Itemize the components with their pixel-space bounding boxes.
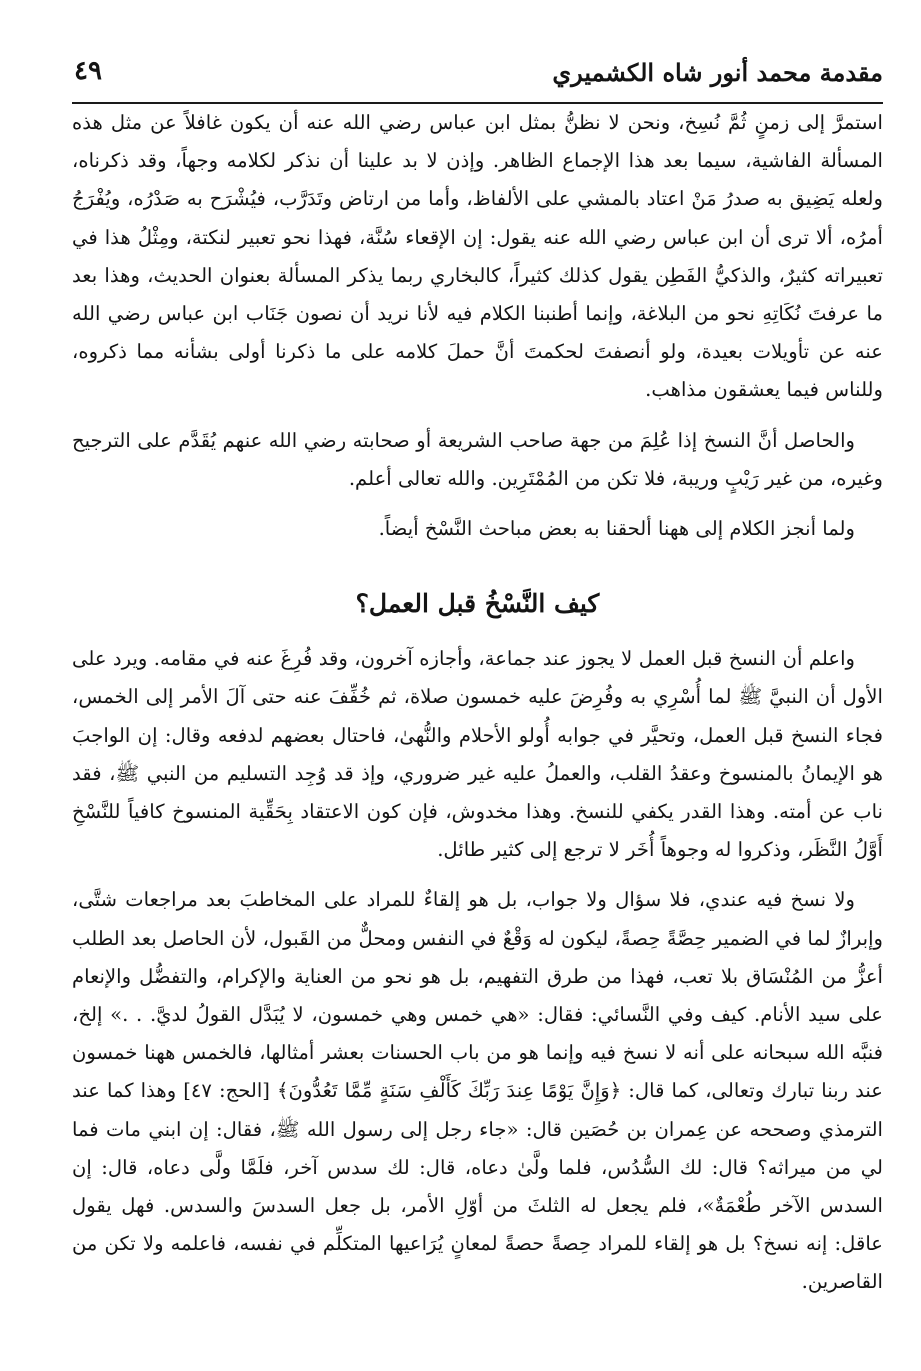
paragraph-continuation: استمرَّ إلى زمنٍ ثُمَّ نُسِخ، ونحن لا نظنُّ بمثل ابن عباس رضي الله عنه أن يكون غافلاً عن مثل هذه المسألة الفاشية، سيما بعد هذا الإجماع الظاهر. وإذن لا بد علينا أن نذكر لكلامه وجهاً، وقد ذكرناه، ولعله يَضِيق به صدرُ مَنْ اعتاد بالمشي على الألفاظ، وأما من ارتاض وتَدَرَّب، فيُشْرَح به صَدْرُه، ويُفْرَجُ أمرُه، ألا ترى أن ابن عباس رضي الله عنه يقول: إن الإقعاء سُنَّة، فهذا نحو تعبير لنكتة، ومِثْلُ هذا في تعبيراته كثيرٌ، والذكيُّ الفَطِن يقول كذلك كثيراً، كالبخاري ربما يذكر المسألة بعنوان الحديث، وهذا بعد ما عرفتَ نُكَاتِهِ نحو من البلاغة، وإنما أطنبنا الكلام فيه لأنا نريد أن نصون جَنَاب ابن عباس رضي الله عنه عن تأويلات بعيدة، ولو أنصفتَ لحكمتَ أنَّ حملَ كلامه على ما ذكرنا أولى بشأنه مما ذكروه، وللناس فيما يعشقون مذاهب. [72, 111, 883, 402]
page-number: ٤٩ [74, 56, 102, 86]
paragraph-conclusion: والحاصل أنَّ النسخ إذا عُلِمَ من جهة صاحب الشريعة أو صحابته رضي الله عنهم يُقَدَّم على الترجيح وغيره، من غير رَيْبٍ وريبة، فلا تكن من المُمْتَرِين. والله تعالى أعلم. [72, 428, 883, 490]
paragraph-section-1: واعلم أن النسخ قبل العمل لا يجوز عند جماعة، وأجازه آخرون، وقد فُرِغَ عنه في مقامه. ويرد على الأول أن النبيَّ ﷺ لما أُسْرِي به وفُرِضَ عليه خمسون صلاة، ثم خُفِّفَ عنه حتى آلَ الأمر إلى الخمس، فجاء النسخ قبل العمل، وتحيَّر في جوابه أُولو الأحلام والنُّهىٰ، فاحتال بعضهم لدفعه وقال: إن الواجبَ هو الإيمانُ بالمنسوخ وعقدُ القلب، والعملُ عليه غير ضروري، وإذ قد وُجِد التسليم من النبي ﷺ، فقد ناب عن أمته. وهذا القدر يكفي للنسخ. وهذا مخدوش، فإن كون الاعتقاد بِحَقِّية المنسوخ كافياً للنَّسْخِ أَوَّلُ النَّظَر، وذكروا له وجوهاً أُخَر لا ترجع إلى كثير طائل. [72, 647, 883, 862]
page-body [72, 104, 883, 1314]
section-heading: كيف النَّسْخُ قبل العمل؟ [355, 589, 600, 619]
running-title: مقدمة محمد أنور شاه الكشميري [552, 58, 883, 87]
paragraph-transition: ولما أنجز الكلام إلى ههنا ألحقنا به بعض مباحث النَّسْخ أيضاً. [378, 517, 855, 541]
paragraph-section-2: ولا نسخ فيه عندي، فلا سؤال ولا جواب، بل هو إلقاءٌ للمراد على المخاطبَ بعد مراجعات شتَّى، وإبرازٌ لما في الضمير حِصَّةً حِصةً، ليكون له وَقْعٌ في النفس ومحلٌّ من القَبول، لأن الحاصل بعد الطلب أعزُّ من المُنْسَاق بلا تعب، فهذا من طرق التفهيم، بل هو نحو من العناية والإكرام، والتفضُّل والإنعام على سيد الأنام. كيف وفي النَّسائي: فقال: «هي خمس وهي خمسون، لا يُبَدَّل القولُ لديَّ. . .» إلخ، فنبَّه الله سبحانه على أنه لا نسخ فيه وإنما هو من باب الحسنات بعشر أمثالها، فالخمس ههنا خمسون عند ربنا تبارك وتعالى، كما قال: ﴿وَإِنَّ يَوْمًا عِندَ رَبِّكَ كَأَلْفِ سَنَةٍ مِّمَّا تَعُدُّونَ﴾ [الحج: ٤٧] وهذا كما عند الترمذي وصححه عن عِمران بن حُصَين قال: «جاء رجل إلى رسول الله ﷺ، فقال: إن ابني مات فما لي من ميراثه؟ قال: لك السُّدُس، فلما ولَّىٰ دعاه، قال: لك سدس آخر، فلَمَّا ولَّى دعاه، قال: إن السدس الآخر طُعْمَةٌ»، فلم يجعل له الثلثَ من أوّلِ الأمر، بل جعل السدسَ والسدس. فهل يقول عاقل: إنه نسخ؟ بل هو إلقاء للمراد حِصةً حصةً لمعانٍ يُرَاعيها المتكلِّم في نفسه، فاعلمه ولا تكن من القاصرين. [72, 888, 883, 1294]
page-header [72, 52, 883, 104]
